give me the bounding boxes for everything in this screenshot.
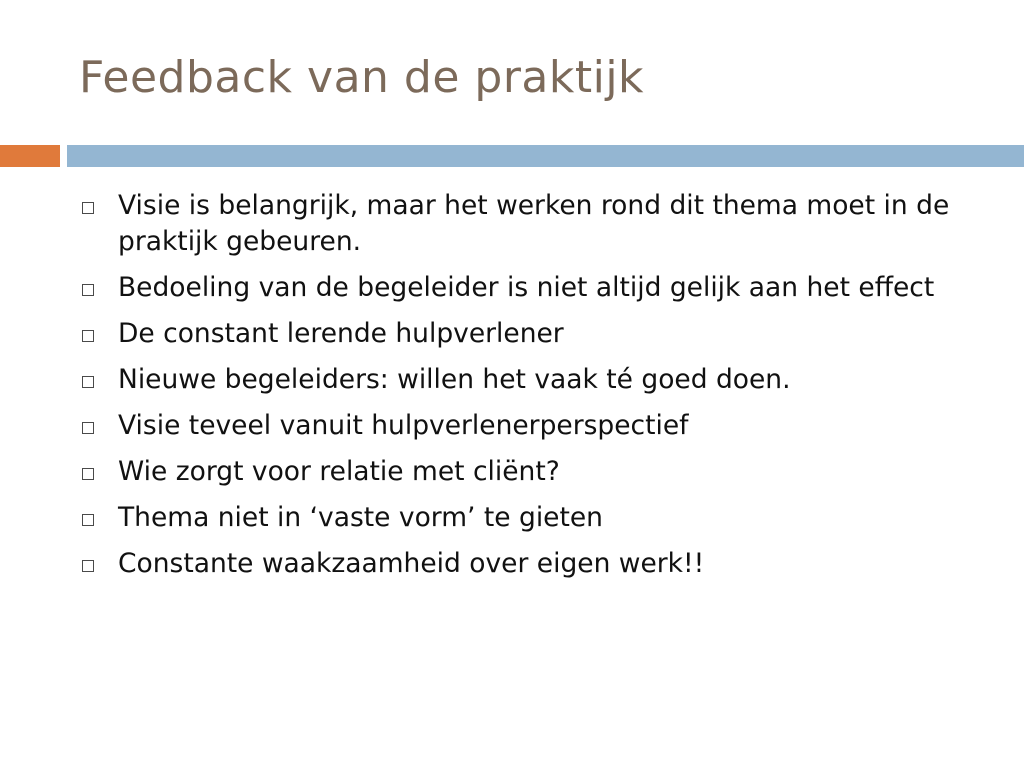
hollow-square-icon: [82, 560, 94, 572]
hollow-square-icon: [82, 514, 94, 526]
hollow-square-icon: [82, 202, 94, 214]
bullet-text: Bedoeling van de begeleider is niet altijd gelijk aan het effect: [118, 272, 935, 303]
accent-bar-orange: [0, 145, 60, 167]
list-item: [80, 408, 990, 444]
bullet-text: Nieuwe begeleiders: willen het vaak té goed doen.: [118, 364, 791, 395]
list-item: [80, 188, 990, 260]
list-item: [80, 500, 990, 536]
bullet-text: De constant lerende hulpverlener: [118, 318, 564, 349]
hollow-square-icon: [82, 284, 94, 296]
list-item: [80, 546, 990, 582]
hollow-square-icon: [82, 468, 94, 480]
list-item: [80, 316, 990, 352]
slide-title: Feedback van de praktijk: [79, 52, 645, 103]
list-item: [80, 454, 990, 490]
bullet-text: Visie is belangrijk, maar het werken rond dit thema moet in de praktijk gebeuren.: [118, 190, 950, 257]
bullet-text: Constante waakzaamheid over eigen werk!!: [118, 548, 705, 579]
bullet-text: Wie zorgt voor relatie met cliënt?: [118, 456, 560, 487]
bullet-text: Visie teveel vanuit hulpverlenerperspectief: [118, 410, 689, 441]
hollow-square-icon: [82, 376, 94, 388]
hollow-square-icon: [82, 330, 94, 342]
bullet-list: [80, 188, 990, 592]
bullet-text: Thema niet in ‘vaste vorm’ te gieten: [118, 502, 603, 533]
list-item: [80, 362, 990, 398]
list-item: [80, 270, 990, 306]
hollow-square-icon: [82, 422, 94, 434]
accent-bar-blue: [67, 145, 1024, 167]
